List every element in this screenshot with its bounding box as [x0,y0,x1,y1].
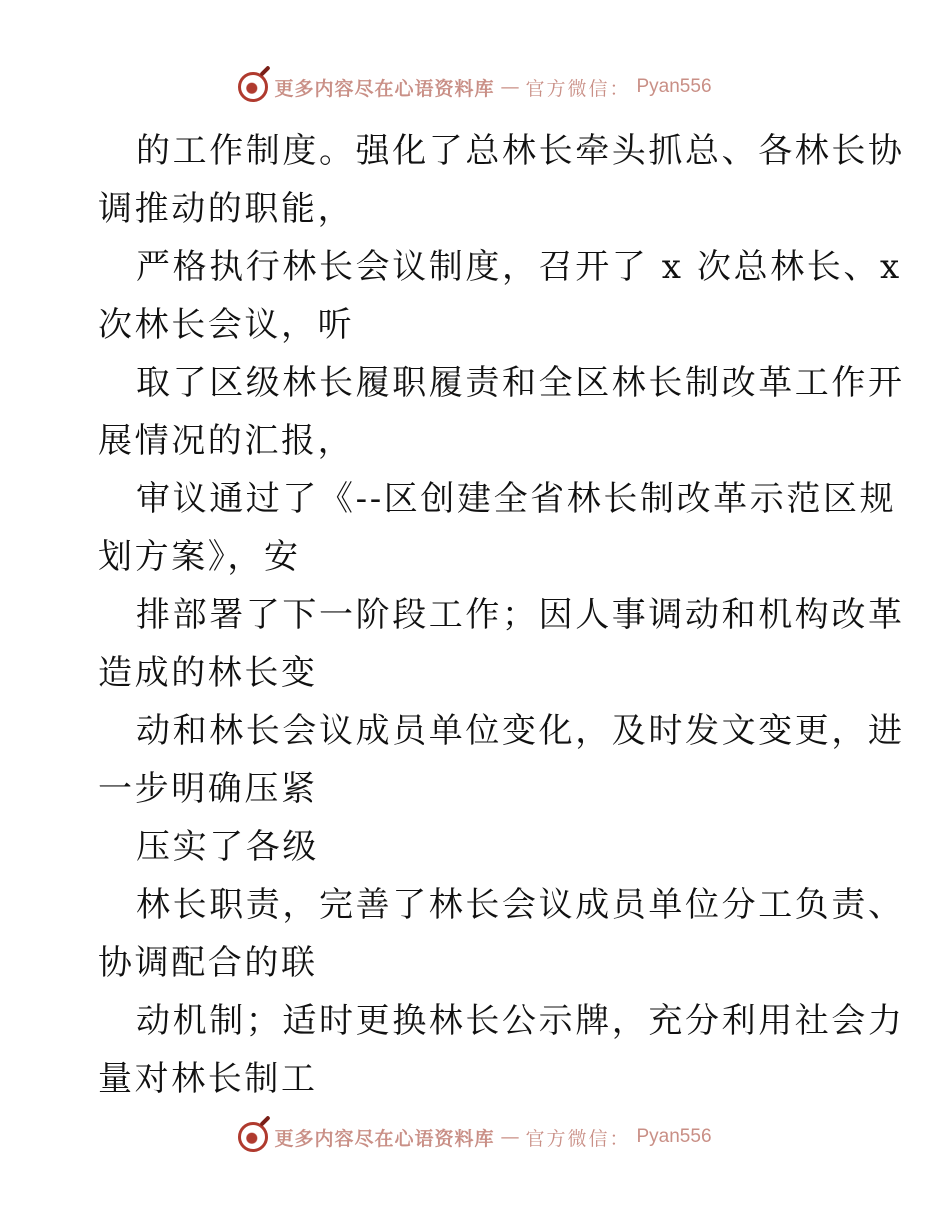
paragraph-1-line-1: 的工作制度。强化了总林长牵头抓总、各林长协 [136,131,905,171]
watermark-account: Pyan556 [636,1126,712,1147]
watermark-separator: — [500,1126,520,1148]
watermark-header [0,72,950,102]
watermark-site-text: 更多内容尽在心语资料库 [274,1127,495,1150]
watermark-account: Pyan556 [636,76,712,97]
document-body [98,122,905,1108]
paragraph-6-line-1: 动和林长会议成员单位变化，及时发文变更，进 [136,711,905,751]
paragraph-4-line-2: 划方案》，安 [98,537,301,577]
paragraph-2-line-2: 次林长会议，听 [98,305,355,345]
watermark-separator: — [500,76,520,98]
paragraph-1-line-2: 调推动的职能， [98,189,355,229]
paragraph-2-line-1: 严格执行林长会议制度，召开了 x 次总林长、x [136,247,902,287]
watermark-label: 官方微信： [525,1127,631,1150]
paragraph-9-line-1: 动机制；适时更换林长公示牌，充分利用社会力 [136,1001,905,1041]
paragraph-5-line-2: 造成的林长变 [98,653,318,693]
watermark-site-text: 更多内容尽在心语资料库 [274,77,495,100]
paragraph-7-line-1: 压实了各级 [136,827,319,867]
paragraph-4-line-1: 审议通过了《--区创建全省林长制改革示范区规 [136,479,897,519]
watermark-footer [0,1122,950,1152]
brand-logo-icon [238,72,268,102]
paragraph-3-line-2: 展情况的汇报， [98,421,355,461]
paragraph-9-line-2: 量对林长制工 [98,1059,318,1099]
paragraph-6-line-2: 一步明确压紧 [98,769,318,809]
paragraph-8-line-2: 协调配合的联 [98,943,318,983]
paragraph-8-line-1: 林长职责，完善了林长会议成员单位分工负责、 [136,885,905,925]
paragraph-3-line-1: 取了区级林长履职履责和全区林长制改革工作开 [136,363,905,403]
paragraph-5-line-1: 排部署了下一阶段工作；因人事调动和机构改革 [136,595,905,635]
brand-logo-icon [238,1122,268,1152]
watermark-label: 官方微信： [525,77,631,100]
